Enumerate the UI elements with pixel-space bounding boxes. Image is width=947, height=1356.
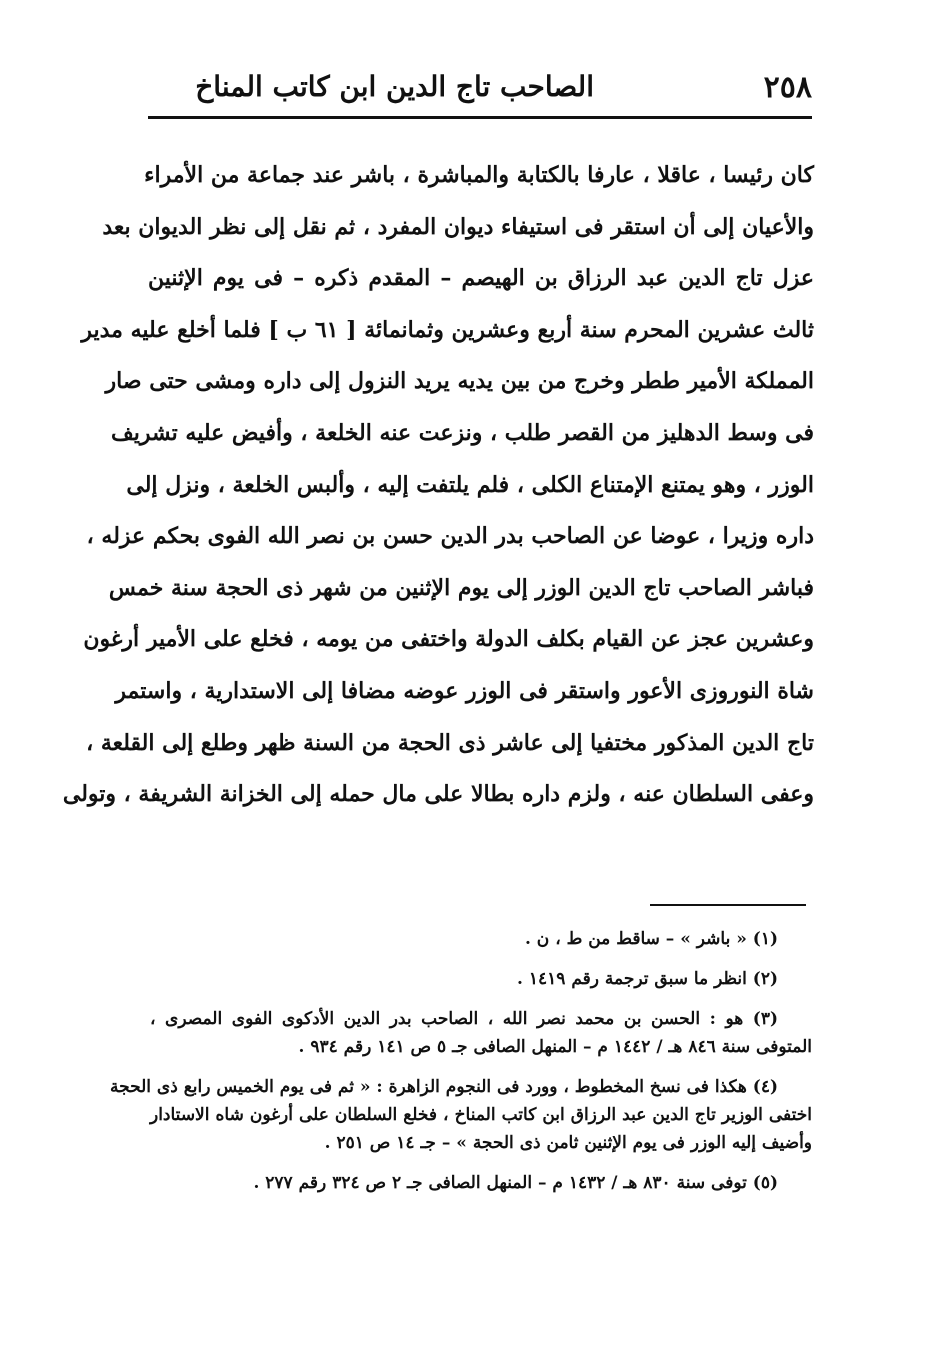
- body-line: والأعيان إلى أن استقر فى استيفاء ديوان المفرد ، ثم نقل إلى نظر الديوان بعد: [102, 213, 814, 240]
- footnote-line: المتوفى سنة ٨٤٦ هـ / ١٤٤٢ م – المنهل الصافى جـ ٥ ص ١٤١ رقم ٩٣٤ .: [298, 1037, 812, 1057]
- page-number: ٢٥٨: [763, 70, 812, 105]
- header-rule: [148, 116, 812, 119]
- body-text: [62, 150, 814, 821]
- footnote-2: [150, 965, 812, 993]
- footnote-5: [150, 1169, 812, 1197]
- body-line: الوزر ، وهو يمتنع الإمتناع الكلى ، فلم يلتفت إليه ، وألبس الخلعة ، ونزل إلى: [126, 471, 814, 498]
- footnote-separator: [650, 904, 806, 906]
- body-line: المملكة الأمير ططر وخرج من بين يديه يريد النزول إلى داره ومشى حتى صار: [105, 368, 814, 395]
- footnote-line: (٤) هكذا فى نسخ المخطوط ، وورد فى النجوم الزاهرة : « ثم فى يوم الخميس رابع ذى الحجة: [110, 1077, 778, 1097]
- body-line: ثالث عشرين المحرم سنة أربع وعشرين وثمانمائة [ ٦١ ب ] فلما أخلع عليه مدير: [81, 316, 814, 343]
- footnote-4: [110, 1073, 812, 1157]
- body-line: فباشر الصاحب تاج الدين الوزر إلى يوم الإثنين من شهر ذى الحجة سنة خمس: [108, 574, 814, 601]
- footnote-line: (٣) هو : الحسن بن محمد نصر الله ، الصاحب بدر الدين الأدكوى الفوى المصرى ،: [150, 1009, 778, 1029]
- body-line: داره وزيرا ، عوضا عن الصاحب بدر الدين حسن بن نصر الله الفوى بحكم عزله ،: [86, 523, 814, 550]
- footnote-3: [150, 1005, 812, 1061]
- running-title: الصاحب تاج الدين ابن كاتب المناخ: [195, 70, 594, 103]
- footnote-line: وأضيف إليه الوزر فى يوم الإثنين ثامن ذى الحجة » – جـ ١٤ ص ٢٥١ .: [324, 1133, 812, 1153]
- footnotes: [110, 925, 812, 1209]
- body-line: وعفى السلطان عنه ، ولزم داره بطالا على مال حمله إلى الخزانة الشريفة ، وتولى: [62, 781, 814, 808]
- body-line: فى وسط الدهليز من القصر طلب ، ونزعت عنه الخلعة ، وأفيض عليه تشريف: [110, 419, 814, 446]
- body-line: تاج الدين المذكور مختفيا إلى عاشر ذى الحجة من السنة ظهر وطلع إلى القلعة ،: [86, 729, 814, 756]
- footnote-line: (٢) انظر ما سبق ترجمة رقم ١٤١٩ .: [517, 969, 778, 989]
- body-line: وعشرين عجز عن القيام بكلف الدولة واختفى من يومه ، فخلع على الأمير أرغون: [83, 626, 814, 653]
- footnote-line: اختفى الوزير تاج الدين عبد الرزاق ابن كاتب المناخ ، فخلع السلطان على أرغون شاه الاستادار: [150, 1105, 812, 1125]
- body-line: عزل تاج الدين عبد الرزاق بن الهيصم – المقدم ذكره – فى يوم الإثنين: [148, 265, 814, 292]
- page-header: [148, 62, 812, 114]
- body-line: شاة النوروزى الأعور واستقر فى الوزر عوضه مضافا إلى الاستدارية ، واستمر: [115, 677, 814, 704]
- body-line: كان رئيسا ، عاقلا ، عارفا بالكتابة والمباشرة ، باشر عند جماعة من الأمراء: [144, 162, 814, 188]
- footnote-line: (٥) توفى سنة ٨٣٠ هـ / ١٤٣٢ م – المنهل الصافى جـ ٢ ص ٣٢٤ رقم ٢٧٧ .: [253, 1173, 778, 1193]
- footnote-1: [150, 925, 812, 953]
- footnote-line: (١) « باشر » – ساقط من ط ، ن .: [524, 929, 778, 949]
